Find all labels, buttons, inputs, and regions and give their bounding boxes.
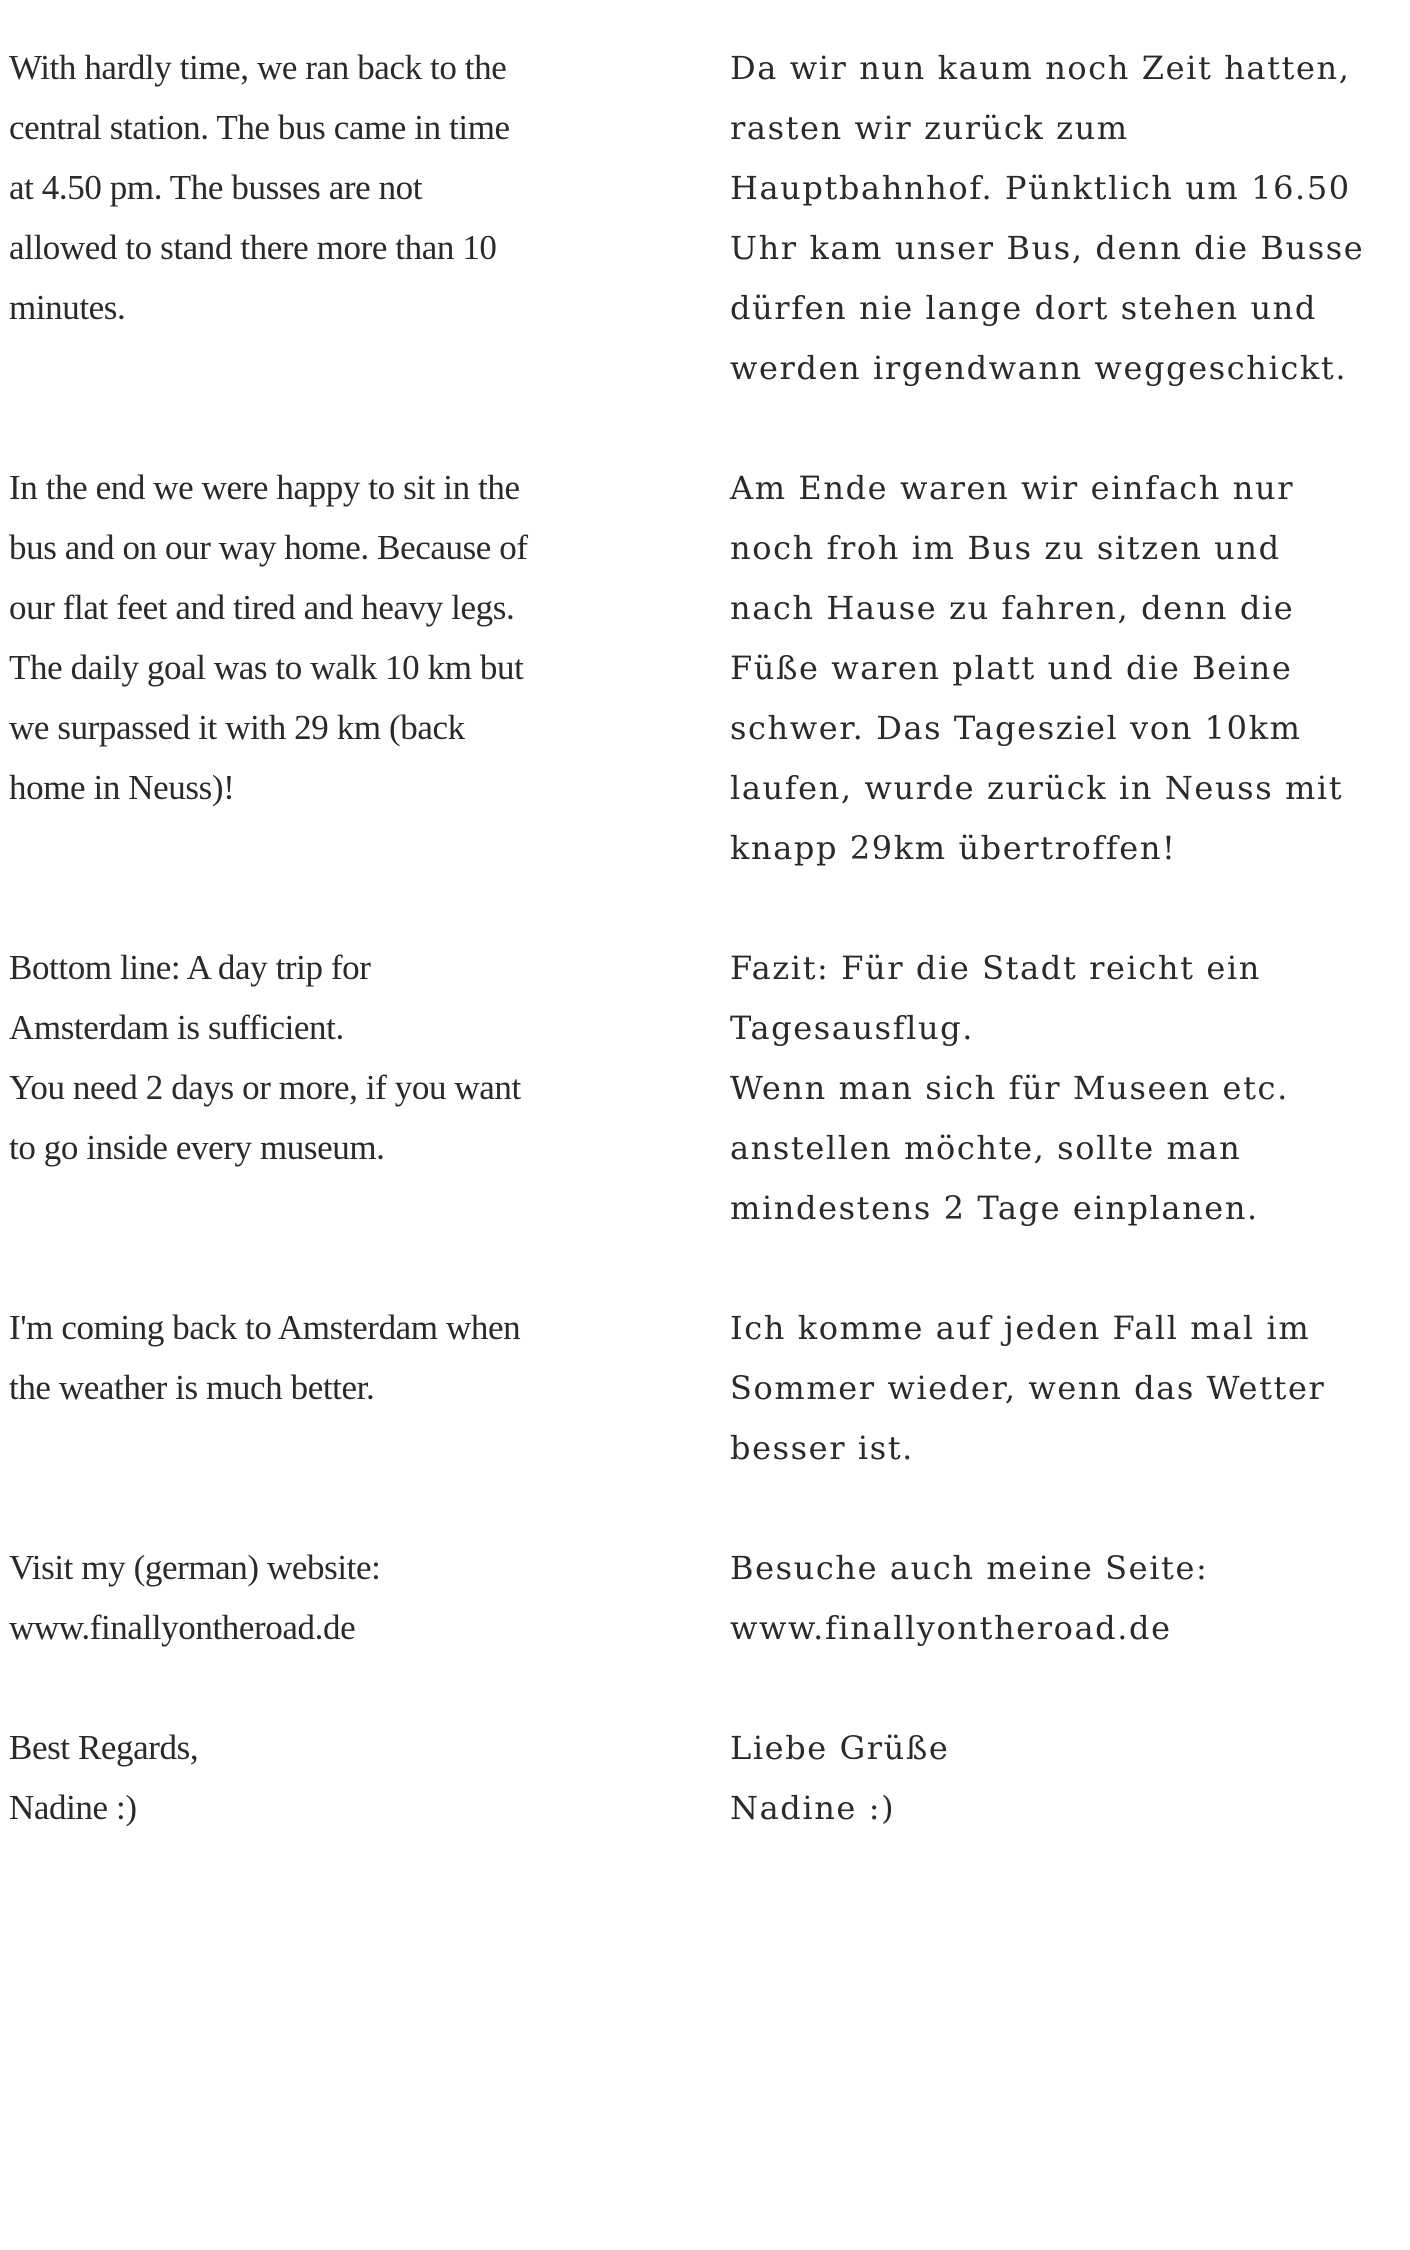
text-line: Ich komme auf jeden Fall mal im (730, 1309, 1311, 1347)
text-line: Liebe Grüße (730, 1729, 950, 1767)
paragraph-way-home (9, 458, 659, 818)
text-line: laufen, wurde zurück in Neuss mit (730, 769, 1344, 807)
text-line: Am Ende waren wir einfach nur (730, 469, 1295, 507)
text-line: Wenn man sich für Museen etc. (730, 1069, 1289, 1107)
text-line: rasten wir zurück zum (730, 109, 1129, 147)
text-line: Füße waren platt und die Beine (730, 649, 1293, 687)
text-line: The daily goal was to walk 10 km but (9, 648, 524, 687)
text-line: In the end we were happy to sit in the (9, 468, 520, 507)
text-line: home in Neuss)! (9, 768, 235, 807)
text-line: Sommer wieder, wenn das Wetter (730, 1369, 1326, 1407)
signature: Nadine :) (9, 1788, 137, 1827)
text-line: knapp 29km übertroffen! (730, 829, 1177, 867)
text-line: bus and on our way home. Because of (9, 528, 528, 567)
text-line: werden irgendwann weggeschickt. (730, 349, 1348, 387)
paragraph-return-bus-de (730, 38, 1410, 398)
text-line: minutes. (9, 288, 126, 327)
text-line: Visit my (german) website: (9, 1548, 381, 1587)
text-line: noch froh im Bus zu sitzen und (730, 529, 1281, 567)
paragraph-bottom-line (9, 938, 659, 1178)
text-line: You need 2 days or more, if you want (9, 1068, 521, 1107)
text-line: I'm coming back to Amsterdam when (9, 1308, 521, 1347)
text-line: Amsterdam is sufficient. (9, 1008, 344, 1047)
text-line: Tagesausflug. (730, 1009, 975, 1047)
text-line: allowed to stand there more than 10 (9, 228, 497, 267)
text-line: dürfen nie lange dort stehen und (730, 289, 1317, 327)
text-line: central station. The bus came in time (9, 108, 510, 147)
text-line: Da wir nun kaum noch Zeit hatten, (730, 49, 1351, 87)
text-line: nach Hause zu fahren, denn die (730, 589, 1295, 627)
text-line: With hardly time, we ran back to the (9, 48, 507, 87)
text-line: Uhr kam unser Bus, denn die Busse (730, 229, 1365, 267)
text-line: the weather is much better. (9, 1368, 375, 1407)
signature: Nadine :) (730, 1789, 896, 1827)
paragraph-return-bus (9, 38, 659, 338)
text-line: to go inside every museum. (9, 1128, 385, 1167)
text-line: Fazit: Für die Stadt reicht ein (730, 949, 1261, 987)
text-line: Best Regards, (9, 1728, 199, 1767)
paragraph-website-de (730, 1538, 1410, 1658)
text-line: mindestens 2 Tage einplanen. (730, 1189, 1259, 1227)
text-line: besser ist. (730, 1429, 914, 1467)
text-line: schwer. Das Tagesziel von 10km (730, 709, 1302, 747)
paragraph-signoff-de (730, 1718, 1410, 1838)
paragraph-bottom-line-de (730, 938, 1410, 1238)
paragraph-coming-back (9, 1298, 659, 1418)
text-line: anstellen möchte, sollte man (730, 1129, 1242, 1167)
text-line: Bottom line: A day trip for (9, 948, 371, 987)
website-link[interactable]: www.finallyontheroad.de (730, 1609, 1172, 1647)
text-line: Hauptbahnhof. Pünktlich um 16.50 (730, 169, 1351, 207)
website-link[interactable]: www.finallyontheroad.de (9, 1608, 356, 1647)
text-line: our flat feet and tired and heavy legs. (9, 588, 515, 627)
paragraph-signoff (9, 1718, 659, 1838)
text-line: Besuche auch meine Seite: (730, 1549, 1209, 1587)
text-line: at 4.50 pm. The busses are not (9, 168, 423, 207)
text-line: we surpassed it with 29 km (back (9, 708, 465, 747)
paragraph-way-home-de (730, 458, 1410, 878)
paragraph-website (9, 1538, 659, 1658)
paragraph-coming-back-de (730, 1298, 1410, 1478)
